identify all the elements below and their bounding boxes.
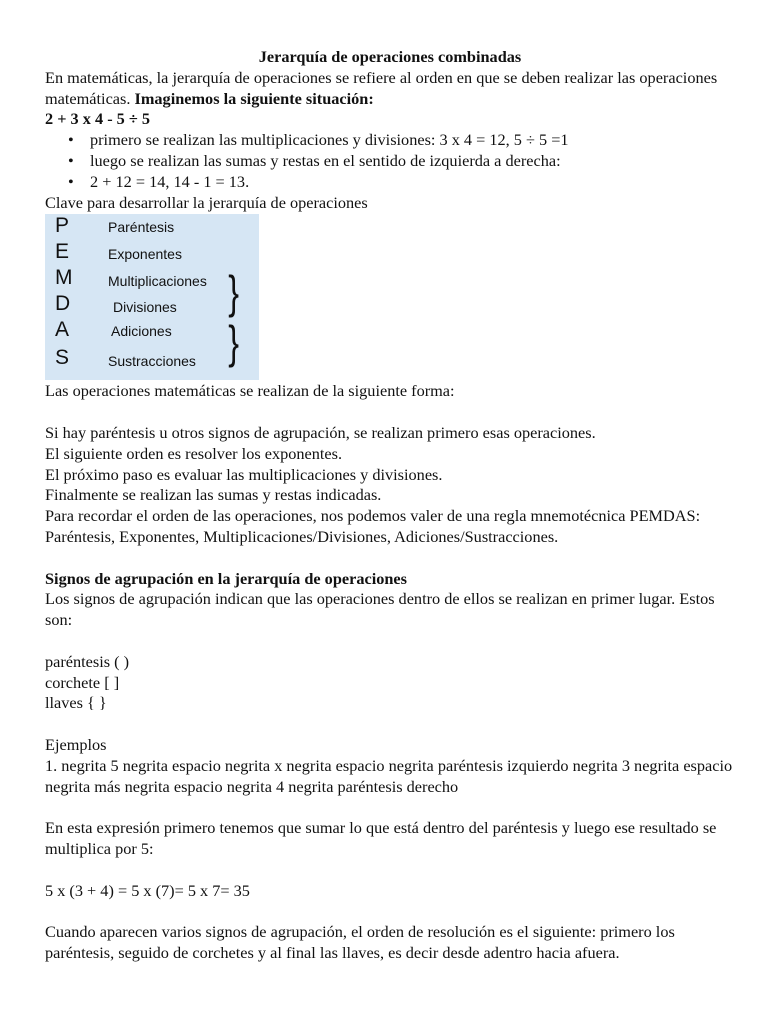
pemdas-word: Divisiones (113, 299, 177, 316)
section-paragraph: Los signos de agrupación indican que las operaciones dentro de ellos se realizan en primer lugar. Estos son: (45, 589, 715, 630)
pemdas-row (45, 214, 259, 240)
pemdas-letter: S (55, 346, 70, 370)
pemdas-letter: A (55, 318, 70, 342)
section-heading: Signos de agrupación en la jerarquía de operaciones (45, 568, 407, 588)
brace-icon: } (228, 266, 240, 319)
spacer (45, 860, 735, 881)
intro-bold-text: Imaginemos la siguiente situación: (134, 88, 374, 108)
form-intro: Las operaciones matemáticas se realizan de la siguiente forma: (45, 381, 455, 401)
sign-item: corchete [ ] (45, 672, 120, 692)
spacer (45, 797, 735, 818)
pemdas-letter: P (55, 214, 70, 238)
calculation-line: 5 x (3 + 4) = 5 x (7)= 5 x 7= 35 (45, 880, 250, 900)
brace-icon: } (228, 316, 240, 369)
sign-item: llaves { } (45, 693, 107, 713)
example-paragraph: 1. negrita 5 negrita espacio negrita x negrita espacio negrita paréntesis izquierdo negrita 3 negrita espacio negrita más negrita espacio negrita 4 negrita paréntesis derecho (45, 755, 733, 796)
list-item: • luego se realizan las sumas y restas en el sentido de izquierda a derecha: (45, 151, 735, 172)
rule-line: El próximo paso es evaluar las multiplicaciones y divisiones. (45, 464, 443, 484)
list-item: • 2 + 12 = 14, 14 - 1 = 13. (45, 172, 735, 193)
pemdas-row (45, 292, 259, 318)
steps-list (45, 130, 735, 192)
pemdas-word: Paréntesis (108, 219, 175, 236)
closing-paragraph: Cuando aparecen varios signos de agrupación, el orden de resolución es el siguiente: primero los paréntesis, seguido de corchetes y al final las llaves, es decir desde adentro hacia afuera. (45, 922, 675, 962)
spacer (45, 402, 735, 423)
key-heading: Clave para desarrollar la jerarquía de operaciones (45, 192, 368, 212)
intro-paragraph (45, 68, 735, 110)
rule-line: El siguiente orden es resolver los exponentes. (45, 443, 343, 463)
pemdas-row (45, 318, 259, 344)
spacer (45, 901, 735, 922)
explanation-paragraph: En esta expresión primero tenemos que sumar lo que está dentro del paréntesis y luego ese resultado se multiplica por 5: (45, 818, 717, 858)
rule-line: Para recordar el orden de las operaciones, nos podemos valer de una regla mnemotécnica PEMDAS: Paréntesis, Exponentes, Multiplicaciones/Divisiones, Adiciones/Sustracciones. (45, 506, 701, 546)
list-item: • primero se realizan las multiplicaciones y divisiones: 3 x 4 = 12, 5 ÷ 5 =1 (45, 130, 735, 151)
spacer (45, 548, 735, 569)
pemdas-row (45, 266, 259, 292)
examples-heading: Ejemplos (45, 734, 107, 754)
pemdas-word: Sustracciones (108, 353, 196, 370)
spacer (45, 714, 735, 735)
pemdas-letter: E (55, 240, 70, 264)
document-page (45, 47, 735, 964)
sign-item: paréntesis ( ) (45, 651, 130, 671)
intro-text: En matemáticas, la jerarquía de operaciones se refiere al orden en que se deben realizar las operaciones matemáticas. (45, 67, 718, 108)
pemdas-word: Adiciones (111, 323, 172, 340)
pemdas-word: Exponentes (108, 246, 182, 263)
pemdas-letter: D (55, 292, 71, 316)
rule-line: Finalmente se realizan las sumas y restas indicadas. (45, 485, 382, 505)
pemdas-word: Multiplicaciones (108, 273, 207, 290)
pemdas-figure (45, 214, 259, 380)
document-title: Jerarquía de operaciones combinadas (258, 47, 522, 66)
pemdas-letter: M (55, 266, 73, 290)
pemdas-row (45, 240, 259, 266)
rule-line: Si hay paréntesis u otros signos de agrupación, se realizan primero esas operaciones. (45, 422, 596, 442)
spacer (45, 631, 735, 652)
pemdas-row (45, 344, 259, 370)
example-expression: 2 + 3 x 4 - 5 ÷ 5 (45, 109, 151, 129)
